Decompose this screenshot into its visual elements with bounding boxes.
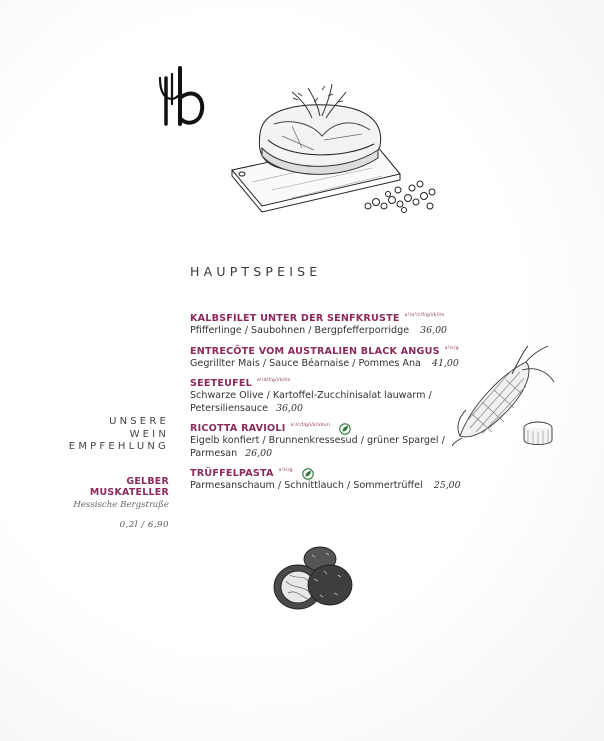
dish-price: 36,00 [276,402,303,414]
dish-price: 26,00 [245,447,273,459]
dish-price: 41,00 [432,357,459,369]
dish-description-line: Parmesan [190,447,238,459]
allergen-codes: a¹/c/g [444,345,459,351]
section-title: HAUPTSPEISE [190,264,322,279]
dish-description-line: Petersiliensauce [190,402,269,414]
wine-recommendation [29,416,169,530]
truffle-illustration [268,545,358,613]
dish-name: SEETEUFEL [190,378,252,389]
menu-list [190,312,490,500]
dish-name: KALBSFILET UNTER DER SENFKRUSTE [190,313,400,324]
wine-heading: UNSERE WEIN EMPFEHLUNG [68,416,169,452]
allergen-codes: a¹/c/f/g/i/k/l/m/n [290,423,331,428]
dish-description: Parmesanschaum / Schnittlauch / Sommertrüffel [190,480,423,491]
dish-description-line: Eigelb konfiert / Brunnenkressesud / grüner Spargel / [190,435,445,446]
allergen-codes: a¹/c/g [278,468,293,473]
menu-item [190,467,490,493]
dish-description-line: Schwarze Olive / Kartoffel-Zucchinisalat lauwarm / [190,390,432,401]
steak-illustration [222,78,444,220]
wine-name: GELBER MUSKATELLER [89,475,169,498]
vegetarian-leaf-icon [302,468,314,480]
dish-description: Gegrillter Mais / Sauce Béarnaise / Pommes Ana [190,357,421,369]
dish-name: ENTRECÔTE VOM AUSTRALIEN BLACK ANGUS [190,345,440,357]
dish-name: TRÜFFELPASTA [190,468,274,479]
menu-item [190,312,490,338]
wine-region: Hessische Bergstraße [73,499,169,510]
hb-monogram-logo-icon [152,64,214,134]
dish-price: 36,00 [420,325,448,336]
menu-item [190,345,490,371]
allergen-codes: a¹/d/f/g/i/k/l/n [256,378,291,383]
dish-description: Pfifferlinge / Saubohnen / Bergpfefferporridge [190,325,410,336]
dish-price: 25,00 [433,480,461,491]
menu-item [190,377,490,415]
allergen-codes: a¹/a²/c/f/g/i/k/l/n [404,313,445,318]
dish-name: RICOTTA RAVIOLI [190,423,286,434]
vegetarian-leaf-icon [339,423,351,435]
menu-item [190,422,490,460]
wine-size-price: 0,2l / 6,90 [119,519,169,530]
